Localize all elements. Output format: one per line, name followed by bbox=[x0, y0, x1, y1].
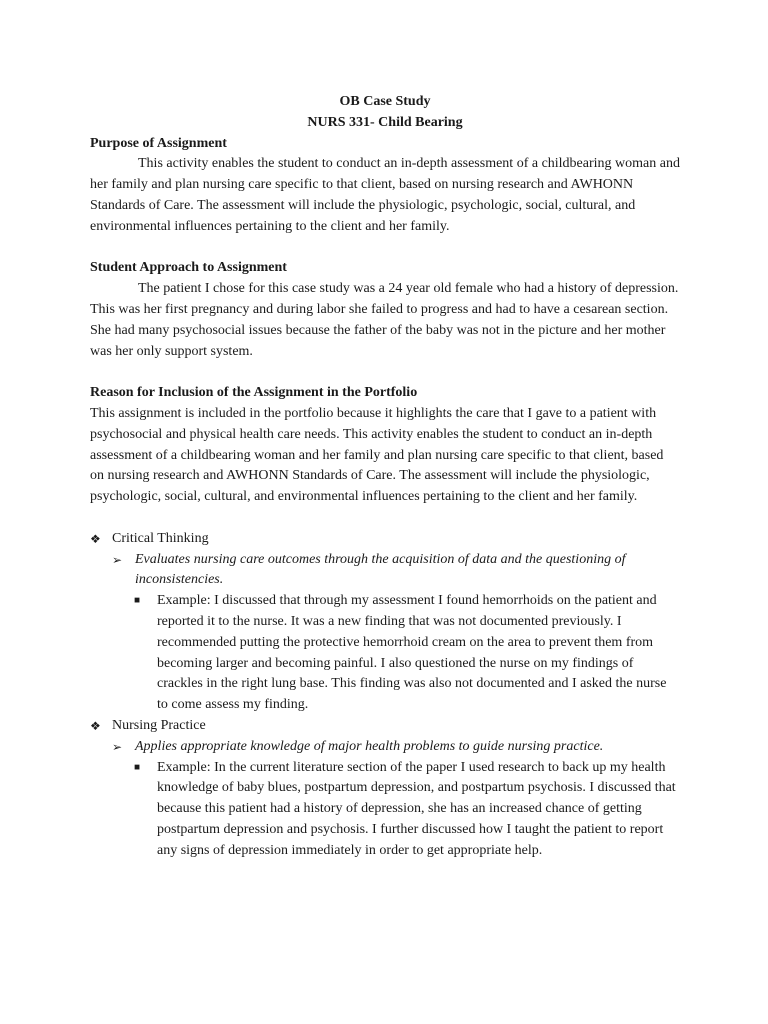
competency-example bbox=[90, 591, 680, 716]
competency-outcome bbox=[90, 550, 680, 592]
reason-heading: Reason for Inclusion of the Assignment in the Portfolio bbox=[90, 385, 418, 401]
arrowhead-bullet-icon: ➢ bbox=[112, 739, 123, 754]
outcome-text: Applies appropriate knowledge of major health problems to guide nursing practice. bbox=[135, 738, 604, 754]
example-text: Example: I discussed that through my assessment I found hemorrhoids on the patient and reported it to the nurse. It was a new finding that was not documented previously. I recommended putting the protective hemorrhoid cream on the area to prevent them from becoming larger and becoming painful. I also questioned the nurse on my findings of crackles in the right lung base. This finding was also not documented and I asked the nurse to come assess my finding. bbox=[157, 593, 667, 713]
square-bullet-icon: ■ bbox=[134, 761, 141, 773]
diamond-bullet-icon: ❖ bbox=[90, 531, 101, 546]
outcome-text: Evaluates nursing care outcomes through the acquisition of data and the questioning of inconsistencies. bbox=[135, 551, 626, 588]
competency-label: Critical Thinking bbox=[112, 530, 209, 546]
spacer bbox=[90, 238, 680, 259]
document-subtitle: NURS 331- Child Bearing bbox=[307, 114, 463, 130]
approach-heading: Student Approach to Assignment bbox=[90, 260, 287, 276]
purpose-paragraph: This activity enables the student to conduct an in-depth assessment of a childbearing woman and her family and plan nursing care specific to that client, based on nursing research and AWHONN Standards of Care. The assessment will include the physiologic, psychologic, social, cultural, and environmental influences pertaining to the client and her family. bbox=[90, 156, 680, 234]
diamond-bullet-icon: ❖ bbox=[90, 718, 101, 733]
arrowhead-bullet-icon: ➢ bbox=[112, 552, 123, 567]
document-page bbox=[90, 92, 680, 861]
approach-paragraph: The patient I chose for this case study was a 24 year old female who had a history of depression. This was her first pregnancy and during labor she failed to progress and had to have a cesarean section. She had many psychosocial issues because the father of the baby was not in the picture and her mother was her only support system. bbox=[90, 281, 679, 359]
competency-label: Nursing Practice bbox=[112, 717, 206, 733]
competency-item bbox=[90, 716, 680, 737]
reason-paragraph: This assignment is included in the portfolio because it highlights the care that I gave to a patient with psychosocial and physical health care needs. This activity enables the student to conduct an in-depth assessment of a childbearing woman and her family and plan nursing care specific to that client, based on nursing research and AWHONN Standards of Care. The assessment will include the physiologic, psychologic, social, cultural, and environmental influences pertaining to the client and her family. bbox=[90, 405, 664, 505]
competency-outcome bbox=[90, 737, 680, 758]
spacer bbox=[90, 362, 680, 383]
competency-item bbox=[90, 529, 680, 550]
purpose-heading: Purpose of Assignment bbox=[90, 135, 227, 151]
spacer bbox=[90, 508, 680, 529]
competency-example bbox=[90, 758, 680, 862]
example-text: Example: In the current literature section of the paper I used research to back up my health knowledge of baby blues, postpartum depression, and postpartum psychosis. I discussed that because this patient had a history of depression, she has an increased chance of getting postpartum depression and psychosis. I further discussed how I taught the patient to report any signs of depression immediately in order to get appropriate help. bbox=[157, 759, 676, 858]
square-bullet-icon: ■ bbox=[134, 595, 141, 607]
document-title: OB Case Study bbox=[339, 94, 431, 109]
